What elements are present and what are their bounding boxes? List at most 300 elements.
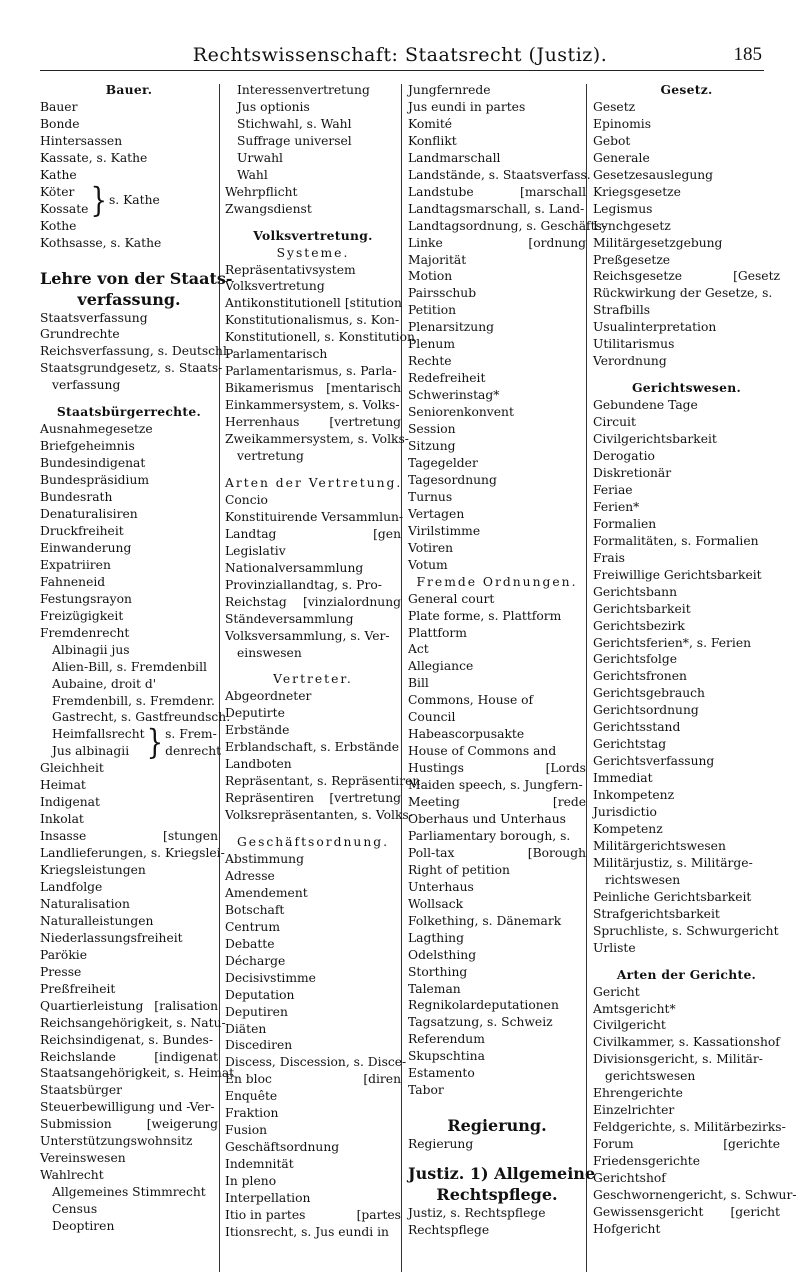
- index-entry: [593, 1170, 780, 1187]
- entry-text: Kothe: [40, 218, 77, 233]
- entry-text: Tagesordnung: [408, 472, 497, 487]
- index-entry: [40, 896, 218, 913]
- index-entry: [408, 591, 586, 608]
- entry-text: Inkompetenz: [593, 788, 675, 803]
- index-entry: [40, 574, 218, 591]
- index-entry: [408, 743, 586, 760]
- index-entry: [225, 262, 401, 279]
- spacer: [225, 465, 401, 475]
- index-entry: [593, 252, 780, 269]
- index-columns: [40, 82, 797, 1272]
- index-entry: [40, 1218, 218, 1235]
- index-entry: [40, 99, 218, 116]
- entry-text: Commons, House of: [408, 693, 534, 708]
- entry-text: Bundesrath: [40, 490, 113, 505]
- entry-text: Freizügigkeit: [40, 608, 124, 623]
- section-heading: Arten der Gerichte.: [616, 966, 757, 982]
- entry-text: Divisionsgericht, s. Militär-: [593, 1052, 763, 1067]
- index-entry: [593, 465, 780, 482]
- index-entry: [593, 302, 780, 319]
- index-entry: [593, 1204, 780, 1221]
- entry-text: Oberhaus und Unterhaus: [408, 811, 566, 826]
- index-entry: [408, 387, 586, 404]
- entry-text: Expatriiren: [40, 557, 111, 572]
- entry-text: Einkammersystem, s. Volks-: [225, 398, 400, 413]
- index-entry: [40, 310, 218, 327]
- index-entry: [225, 295, 401, 312]
- index-entry: [225, 526, 401, 543]
- index-entry: Köter: [40, 184, 75, 199]
- index-entry: [225, 414, 401, 431]
- index-entry: [593, 319, 780, 336]
- entry-text: Steuerbewilligung und -Ver-: [40, 1100, 215, 1115]
- index-entry: [408, 302, 586, 319]
- index-entry: [40, 343, 231, 360]
- entry-text: Denaturalisiren: [40, 507, 138, 522]
- entry-text: Diäten: [225, 1021, 267, 1036]
- entry-text: Provinziallandtag, s. Pro-: [225, 577, 382, 592]
- section-heading: Geschäftsordnung.: [236, 835, 390, 850]
- index-entry: [40, 360, 223, 377]
- index-entry: [593, 821, 780, 838]
- entry-text: Peinliche Gerichtsbarkeit: [593, 889, 752, 904]
- entry-text: Briefgeheimnis: [40, 439, 135, 454]
- index-entry: [225, 431, 409, 448]
- section-heading: Regierung.: [447, 1116, 547, 1136]
- entry-text: Fahneneid: [40, 574, 106, 589]
- index-entry: [408, 913, 586, 930]
- section-heading: Rechtspflege.: [436, 1185, 558, 1205]
- index-entry: [593, 685, 780, 702]
- entry-text: Insasse: [40, 829, 87, 844]
- entry-text: Legismus: [593, 201, 653, 216]
- section-heading: Staatsbürgerrechte.: [56, 404, 202, 420]
- index-entry: [593, 889, 780, 906]
- entry-text: Urwahl: [237, 150, 283, 165]
- entry-text: Antikonstitutionell: [225, 296, 341, 311]
- entry-text: Referendum: [408, 1032, 485, 1047]
- entry-text: Seniorenkonvent: [408, 405, 514, 420]
- entry-text: Civilkammer, s. Kassationshof: [593, 1035, 780, 1050]
- index-entry: [40, 1201, 218, 1218]
- entry-text: Geschwornengericht, s. Schwur-: [593, 1188, 797, 1202]
- index-entry: [225, 594, 401, 611]
- entry-text: Niederlassungsfreiheit: [40, 930, 183, 945]
- index-entry: [225, 99, 401, 116]
- entry-text: Landtag: [225, 526, 277, 541]
- index-entry: [225, 1156, 401, 1173]
- entry-text: Regierung: [408, 1137, 474, 1152]
- index-entry: [225, 133, 401, 150]
- entry-text: Plate forme, s. Plattform: [408, 608, 562, 623]
- entry-text: richtswesen: [605, 872, 681, 887]
- index-entry: [593, 804, 780, 821]
- entry-text: Act: [408, 642, 429, 657]
- spacer: [225, 824, 401, 834]
- index-entry: [408, 811, 586, 828]
- section-heading: verfassung.: [77, 289, 181, 309]
- entry-text: Wahl: [237, 167, 268, 182]
- index-entry: [593, 601, 780, 618]
- entry-text: Gleichheit: [40, 761, 104, 776]
- entry-text: Nationalversammlung: [225, 560, 364, 575]
- index-entry: [40, 472, 218, 489]
- entry-continuation: [rede: [552, 795, 586, 810]
- index-entry: [408, 1136, 586, 1153]
- index-entry: [593, 533, 780, 550]
- entry-text: Militärjustiz, s. Militärge-: [593, 855, 753, 870]
- index-entry: [40, 913, 218, 930]
- index-entry: [225, 448, 401, 465]
- entry-text: Jungfernrede: [408, 83, 491, 97]
- index-entry: [593, 448, 780, 465]
- index-entry: [40, 964, 218, 981]
- entry-text: Rückwirkung der Gesetze, s.: [593, 286, 773, 301]
- entry-text: Strafgerichtsbarkeit: [593, 906, 720, 921]
- index-entry: [408, 625, 586, 642]
- entry-text: Strafbills: [593, 303, 651, 318]
- entry-text: Quartierleistung: [40, 998, 144, 1013]
- index-entry: [225, 919, 401, 936]
- index-entry: [408, 438, 586, 455]
- entry-text: Landstände, s. Staatsverfass.: [408, 167, 591, 182]
- index-entry: [225, 1071, 401, 1088]
- entry-text: Turnus: [408, 489, 453, 504]
- entry-continuation: [partes: [356, 1208, 401, 1222]
- entry-text: Schwerinstag*: [408, 388, 500, 403]
- index-entry: [593, 1001, 780, 1018]
- spacer: [408, 1153, 586, 1163]
- entry-text: Repräsentant, s. Repräsentiren: [225, 774, 421, 789]
- entry-text: Gerichtsbann: [593, 584, 678, 599]
- index-entry: [40, 777, 218, 794]
- index-entry: [225, 1054, 407, 1071]
- index-entry: [408, 167, 591, 184]
- index-entry: [593, 872, 780, 889]
- index-entry: [40, 845, 225, 862]
- entry-text: Décharge: [225, 953, 286, 968]
- index-entry: [40, 455, 218, 472]
- entry-text: Gebundene Tage: [593, 398, 698, 413]
- entry-text: Zweikammersystem, s. Volks-: [225, 432, 409, 447]
- index-entry: [40, 326, 218, 343]
- index-entry: [593, 923, 780, 940]
- section-heading: Volksvertretung.: [253, 227, 373, 243]
- index-entry: [408, 370, 586, 387]
- entry-text: Militärgesetzgebung: [593, 235, 723, 250]
- index-entry: [225, 953, 401, 970]
- index-entry: [408, 675, 586, 692]
- entry-text: Folkething, s. Dänemark: [408, 913, 562, 928]
- entry-text: Gerichtshof: [593, 1171, 666, 1186]
- entry-text: Kathe: [40, 167, 77, 182]
- entry-text: Kriegsleistungen: [40, 863, 146, 878]
- index-entry: [593, 635, 780, 652]
- entry-text: Ehrengerichte: [593, 1086, 683, 1101]
- entry-text: Majorität: [408, 252, 467, 267]
- cross-reference: s. Kathe: [108, 193, 160, 208]
- section-heading: Gesetz.: [660, 82, 713, 97]
- index-entry: [593, 1136, 780, 1153]
- index-entry: [225, 201, 401, 218]
- entry-text: Motion: [408, 269, 453, 284]
- index-entry: [225, 739, 401, 756]
- index-entry: [225, 851, 401, 868]
- index-entry: [40, 947, 218, 964]
- index-entry: [408, 235, 586, 252]
- index-entry: [593, 167, 780, 184]
- index-entry: [40, 218, 218, 235]
- entry-text: Ferien*: [593, 499, 640, 514]
- entry-text: Parliamentary borough, s.: [408, 828, 571, 843]
- entry-text: Votiren: [408, 540, 454, 555]
- index-entry: [408, 1065, 586, 1082]
- entry-text: Gesetzesauslegung: [593, 167, 714, 182]
- index-entry: [593, 1187, 797, 1204]
- index-entry: [408, 489, 586, 506]
- index-entry: [408, 201, 586, 218]
- index-entry: [225, 577, 401, 594]
- index-entry: [225, 705, 401, 722]
- entry-text: Civilgerichtsbarkeit: [593, 432, 717, 447]
- entry-text: Alien-Bill, s. Fremdenbill: [52, 659, 207, 674]
- entry-text: vertretung: [237, 449, 304, 464]
- entry-text: Reichsverfassung, s. Deutschl.: [40, 344, 231, 359]
- index-entry: [593, 218, 780, 235]
- entry-text: Meeting: [408, 795, 460, 810]
- entry-text: Gerichtsgebrauch: [593, 686, 705, 701]
- index-entry: [40, 693, 218, 710]
- entry-text: Wollsack: [408, 896, 464, 911]
- index-entry: Heimfallsrecht: [52, 727, 145, 742]
- index-entry: [40, 608, 218, 625]
- index-entry: [40, 1099, 218, 1116]
- index-entry: [408, 760, 586, 777]
- entry-text: einswesen: [237, 645, 302, 660]
- index-entry: [593, 184, 780, 201]
- entry-text: Hofgericht: [593, 1221, 661, 1236]
- index-entry: [593, 770, 780, 787]
- index-entry: [408, 1031, 586, 1048]
- index-entry: [593, 787, 780, 804]
- entry-text: Linke: [408, 235, 443, 250]
- index-entry: [408, 879, 586, 896]
- index-entry: [225, 645, 401, 662]
- index-column-3: [408, 82, 606, 1272]
- entry-text: Albinagii jus: [52, 642, 130, 657]
- entry-text: Preßfreiheit: [40, 981, 116, 996]
- index-entry: [593, 1034, 780, 1051]
- index-entry: [593, 736, 780, 753]
- entry-text: Tagegelder: [408, 455, 478, 470]
- section-heading: Bauer.: [105, 82, 153, 97]
- index-entry: [408, 692, 586, 709]
- entry-text: Maiden speech, s. Jungfern-: [408, 778, 583, 793]
- entry-text: Forum: [593, 1137, 634, 1152]
- index-entry: [225, 688, 401, 705]
- entry-text: Decisivstimme: [225, 970, 316, 985]
- spacer: [593, 957, 780, 967]
- index-entry: [225, 278, 401, 295]
- index-entry: Jus albinagii: [52, 744, 130, 759]
- entry-text: Aubaine, droit d': [52, 676, 157, 691]
- index-entry: [408, 709, 586, 726]
- entry-text: Votum: [408, 557, 448, 572]
- entry-text: Landfolge: [40, 879, 103, 894]
- entry-text: Gerichtsfronen: [593, 669, 687, 684]
- entry-text: Konstitutionell, s. Konstitution: [225, 330, 415, 345]
- index-entry: [225, 628, 401, 645]
- index-entry: [225, 363, 401, 380]
- index-entry: [225, 936, 401, 953]
- entry-text: Landstube: [408, 184, 474, 199]
- entry-text: Plattform: [408, 625, 467, 640]
- index-entry: [225, 722, 401, 739]
- entry-text: Fremdenrecht: [40, 625, 130, 640]
- entry-text: Naturalleistungen: [40, 913, 154, 928]
- entry-text: Debatte: [225, 936, 275, 951]
- section-heading: Lehre von der Staats-: [40, 268, 233, 288]
- entry-text: Reichsgesetze: [593, 269, 683, 284]
- entry-text: Utilitarismus: [593, 337, 675, 352]
- entry-text: Plenarsitzung: [408, 320, 494, 335]
- section-heading: Fremde Ordnungen.: [416, 574, 578, 589]
- entry-text: Taleman: [408, 981, 461, 996]
- index-entry: [593, 99, 780, 116]
- entry-text: Unterhaus: [408, 879, 474, 894]
- index-entry: [408, 641, 586, 658]
- entry-text: Komité: [408, 116, 453, 131]
- entry-text: Kriegsgesetze: [593, 184, 681, 199]
- index-entry: [408, 1048, 586, 1065]
- index-entry: [593, 1119, 786, 1136]
- index-entry: [225, 167, 401, 184]
- entry-text: Volksrepräsentanten, s. Volks-: [225, 808, 413, 823]
- entry-continuation: [marschall: [520, 184, 586, 199]
- entry-text: Enquête: [225, 1089, 278, 1104]
- entry-text: Gerichtsstand: [593, 720, 681, 735]
- index-entry: [225, 885, 401, 902]
- entry-text: Konflikt: [408, 133, 457, 148]
- entry-text: Suffrage universel: [237, 133, 352, 148]
- entry-text: Kompetenz: [593, 821, 663, 836]
- entry-text: Civilgericht: [593, 1018, 666, 1033]
- entry-text: Volksvertretung: [225, 279, 325, 294]
- index-entry: [408, 252, 586, 269]
- entry-continuation: [stitution: [344, 296, 402, 311]
- index-entry: [225, 1173, 401, 1190]
- entry-text: Bikamerismus: [225, 381, 314, 396]
- entry-text: Konstituirende Versammlun-: [225, 509, 404, 524]
- entry-text: Feriae: [593, 482, 633, 497]
- entry-group-lines: [40, 184, 88, 218]
- page-header: [0, 38, 800, 74]
- index-entry: [593, 702, 780, 719]
- entry-text: Freiwillige Gerichtsbarkeit: [593, 567, 762, 582]
- entry-text: Ausnahmegesetze: [40, 422, 153, 437]
- entry-text: Jus eundi in partes: [408, 99, 526, 114]
- entry-text: House of Commons and: [408, 744, 557, 759]
- index-entry: [408, 184, 586, 201]
- entry-text: Spruchliste, s. Schwurgericht: [593, 923, 779, 938]
- entry-text: Immediat: [593, 771, 653, 786]
- index-entry: [225, 82, 401, 99]
- entry-text: Centrum: [225, 919, 281, 934]
- entry-text: Concio: [225, 492, 268, 507]
- entry-continuation: [vertretung: [329, 791, 401, 806]
- entry-text: Gewissensgericht: [593, 1204, 704, 1219]
- entry-text: Bauer: [40, 99, 78, 114]
- index-entry: [408, 658, 586, 675]
- index-entry: [408, 981, 586, 998]
- index-entry: [593, 397, 780, 414]
- entry-text: Poll-tax: [408, 845, 455, 860]
- entry-text: Kassate, s. Kathe: [40, 150, 148, 165]
- index-entry: [40, 659, 218, 676]
- entry-text: Submission: [40, 1117, 112, 1132]
- entry-text: Generale: [593, 150, 650, 165]
- entry-text: Unterstützungswohnsitz: [40, 1134, 193, 1149]
- index-entry: [408, 947, 586, 964]
- entry-text: Epinomis: [593, 116, 652, 131]
- entry-continuation: [gericht: [730, 1204, 780, 1219]
- entry-text: Einwanderung: [40, 540, 132, 555]
- index-entry: [40, 116, 218, 133]
- entry-text: Naturalisation: [40, 896, 130, 911]
- entry-continuation: [indigenat: [154, 1049, 218, 1064]
- entry-text: Druckfreiheit: [40, 523, 124, 538]
- entry-text: Lagthing: [408, 930, 464, 945]
- entry-text: Bundespräsidium: [40, 473, 150, 488]
- index-entry: [225, 1122, 401, 1139]
- entry-text: Inkolat: [40, 812, 84, 827]
- index-entry: [40, 828, 218, 845]
- entry-text: Reichsindigenat, s. Bundes-: [40, 1032, 214, 1047]
- entry-text: Abgeordneter: [225, 689, 312, 704]
- index-entry: [225, 807, 413, 824]
- index-entry: [40, 167, 218, 184]
- entry-text: Indigenat: [40, 795, 100, 810]
- entry-text: Odelsthing: [408, 947, 477, 962]
- brace-mark: }: [90, 181, 107, 221]
- entry-text: Feldgerichte, s. Militärbezirks-: [593, 1120, 786, 1135]
- index-entry: [225, 902, 401, 919]
- entry-text: Vertagen: [408, 506, 465, 521]
- index-entry: [40, 625, 218, 642]
- index-entry: [408, 133, 586, 150]
- entry-text: Interessenvertretung: [237, 83, 370, 97]
- entry-text: Amendement: [225, 885, 308, 900]
- entry-text: Einzelrichter: [593, 1103, 675, 1118]
- entry-text: Deoptiren: [52, 1219, 115, 1234]
- entry-text: Redefreiheit: [408, 371, 486, 386]
- entry-text: Legislativ: [225, 543, 286, 558]
- index-entry: [593, 906, 780, 923]
- index-entry: Kossate: [40, 201, 89, 216]
- index-entry: [408, 336, 586, 353]
- entry-text: In pleno: [225, 1174, 277, 1189]
- entry-continuation: [ralisation: [154, 998, 218, 1013]
- index-entry: [408, 404, 586, 421]
- entry-text: gerichtswesen: [605, 1069, 696, 1084]
- index-entry: [40, 557, 218, 574]
- index-entry: [593, 719, 780, 736]
- index-entry: [225, 790, 401, 807]
- index-entry: [40, 1116, 218, 1133]
- index-entry: [408, 1222, 586, 1239]
- entry-text: Deputiren: [225, 1004, 288, 1019]
- entry-text: Regnikolardeputationen: [408, 998, 559, 1013]
